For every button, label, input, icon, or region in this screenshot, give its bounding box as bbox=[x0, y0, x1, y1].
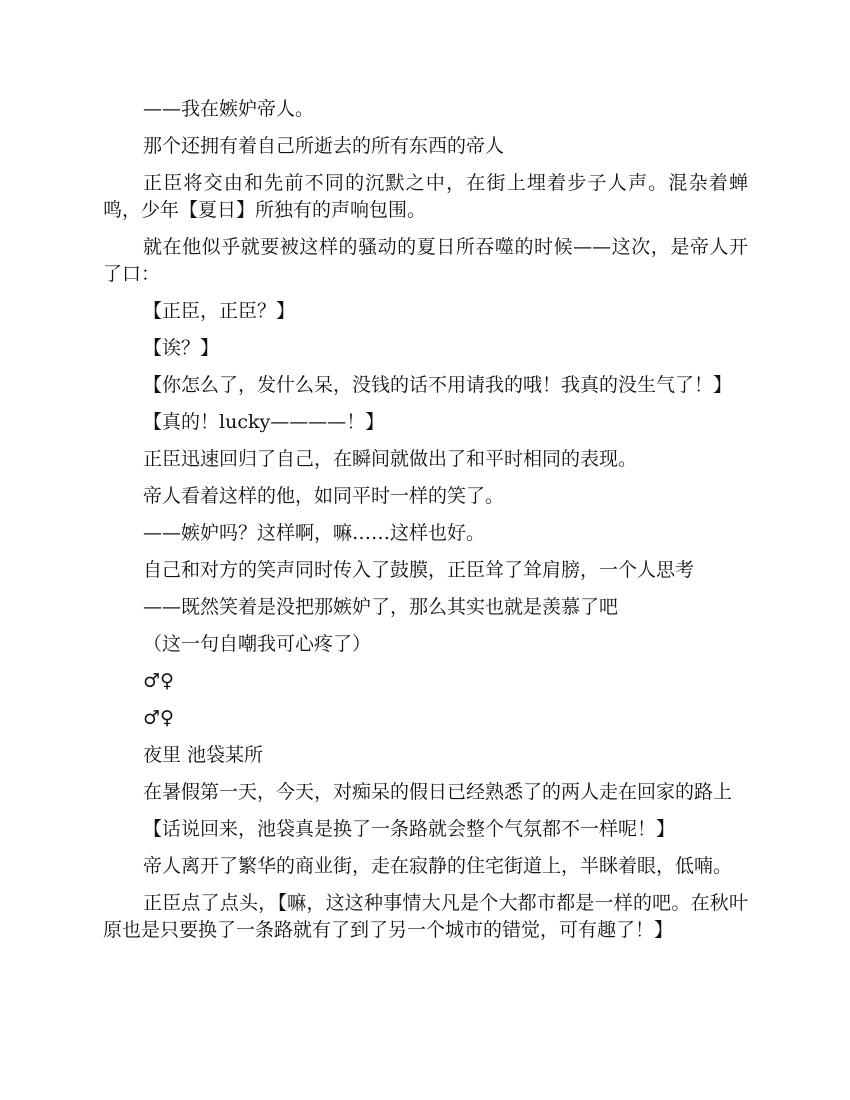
scene-heading: 夜里 池袋某所 bbox=[143, 744, 264, 766]
paragraph: 【正臣，正臣？】 bbox=[143, 300, 296, 322]
paragraph: 【真的！lucky————！】 bbox=[143, 411, 385, 433]
paragraph: 帝人离开了繁华的商业街，走在寂静的住宅街道上，半眯着眼，低喃。 bbox=[143, 855, 733, 877]
paragraph: 【诶？】 bbox=[143, 337, 220, 359]
paragraph: 自己和对方的笑声同时传入了鼓膜，正臣耸了耸肩膀，一个人思考 bbox=[143, 559, 695, 581]
paragraph: ——既然笑着是没把那嫉妒了，那么其实也就是羡慕了吧 bbox=[143, 596, 619, 618]
paragraph: 正臣点了点头，【嘛，这这种事情大凡是个大都市都是一样的吧。在秋叶原也是只要换了一条路就有了到了另一个城市的错觉，可有趣了！】 bbox=[103, 892, 748, 941]
paragraph: 在暑假第一天，今天，对痴呆的假日已经熟悉了的两人走在回家的路上 bbox=[143, 781, 733, 803]
scene-break-symbol: ♂♀ bbox=[143, 670, 174, 692]
paragraph: 正臣迅速回归了自己，在瞬间就做出了和平时相同的表现。 bbox=[143, 448, 638, 470]
paragraph: ——嫉妒吗？这样啊，嘛……这样也好。 bbox=[143, 522, 486, 544]
paragraph: （这一句自嘲我可心疼了） bbox=[143, 633, 372, 655]
paragraph: 帝人看着这样的他，如同平时一样的笑了。 bbox=[143, 485, 505, 507]
paragraph: 就在他似乎就要被这样的骚动的夏日所吞噬的时候——这次，是帝人开了口： bbox=[103, 236, 748, 285]
paragraph: 那个还拥有着自己所逝去的所有东西的帝人 bbox=[143, 135, 505, 157]
paragraph: 正臣将交由和先前不同的沉默之中，在街上埋着步子人声。混杂着蝉鸣，少年【夏日】所独有的声响包围。 bbox=[103, 172, 748, 221]
paragraph: 【话说回来，池袋真是换了一条路就会整个气氛都不一样呢！】 bbox=[143, 818, 676, 840]
scene-break-symbol: ♂♀ bbox=[143, 707, 174, 729]
paragraph: 【你怎么了，发什么呆，没钱的话不用请我的哦！我真的没生气了！】 bbox=[143, 374, 733, 396]
paragraph: ——我在嫉妒帝人。 bbox=[143, 98, 315, 120]
document-body bbox=[103, 96, 748, 954]
